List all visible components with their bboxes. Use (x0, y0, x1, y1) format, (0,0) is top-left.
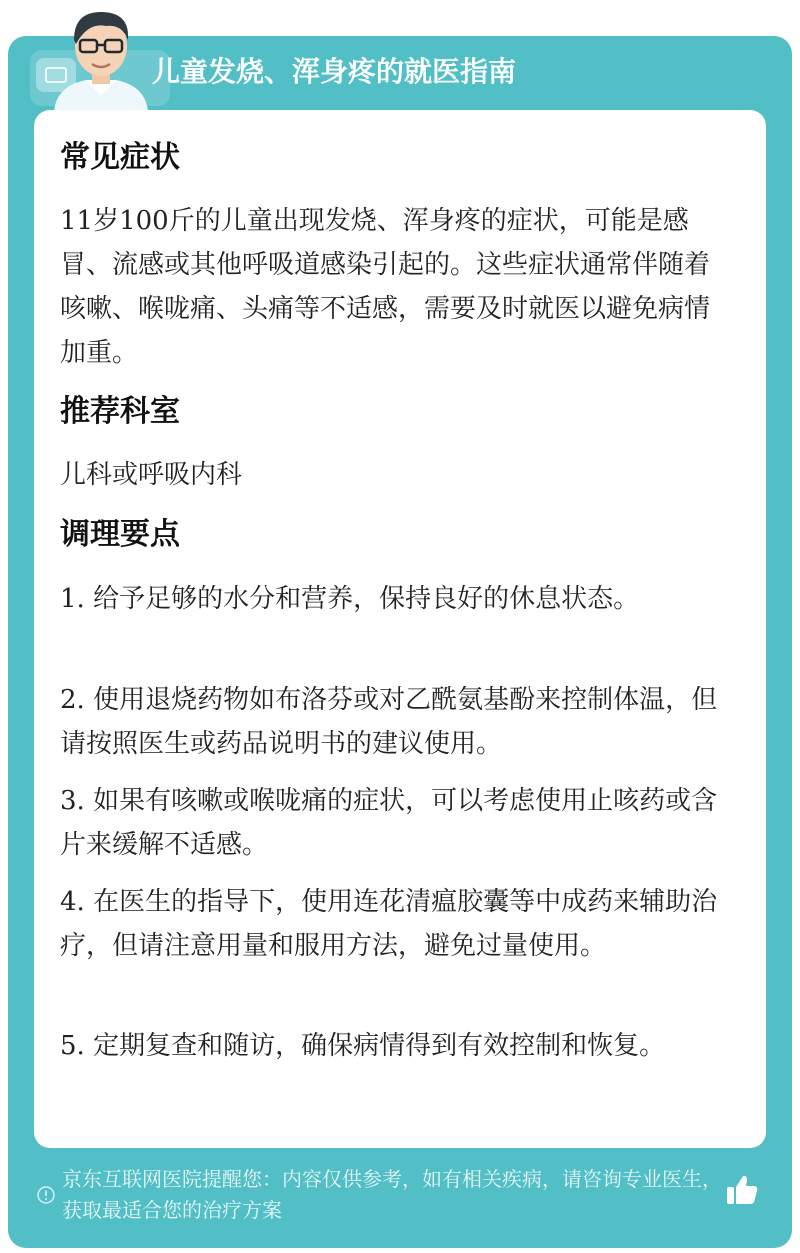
care-item-3: 3. 如果有咳嗽或喉咙痛的症状，可以考虑使用止咳药或含片来缓解不适感。 (60, 786, 718, 860)
care-item-1: 1. 给予足够的水分和营养，保持良好的休息状态。 (60, 584, 640, 614)
department-text: 儿科或呼吸内科 (60, 460, 243, 490)
symptoms-text: 11岁100斤的儿童出现发烧、浑身疼的症状，可能是感冒、流感或其他呼吸道感染引起的。这些症状通常伴随着咳嗽、喉咙痛、头痛等不适感，需要及时就医以避免病情加重。 (60, 206, 711, 368)
care-item-5: 5. 定期复查和随访，确保病情得到有效控制和恢复。 (60, 1031, 666, 1061)
info-circle-icon (36, 1185, 56, 1205)
thumbs-up-icon[interactable] (724, 1172, 760, 1208)
care-item-2: 2. 使用退烧药物如布洛芬或对乙酰氨基酚来控制体温，但请按照医生或药品说明书的建议使用。 (60, 685, 718, 759)
care-heading: 调理要点 (60, 517, 180, 552)
doctor-avatar (46, 0, 156, 112)
page-title: 儿童发烧、浑身疼的就医指南 (152, 55, 517, 88)
symptoms-heading: 常见症状 (60, 140, 180, 175)
department-heading: 推荐科室 (60, 394, 180, 429)
care-item-4: 4. 在医生的指导下，使用连花清瘟胶囊等中成药来辅助治疗，但请注意用量和服用方法，避免过量使用。 (60, 887, 718, 961)
disclaimer-text: 京东互联网医院提醒您：内容仅供参考，如有相关疾病，请咨询专业医生，获取最适合您的治疗方案 (62, 1167, 722, 1222)
